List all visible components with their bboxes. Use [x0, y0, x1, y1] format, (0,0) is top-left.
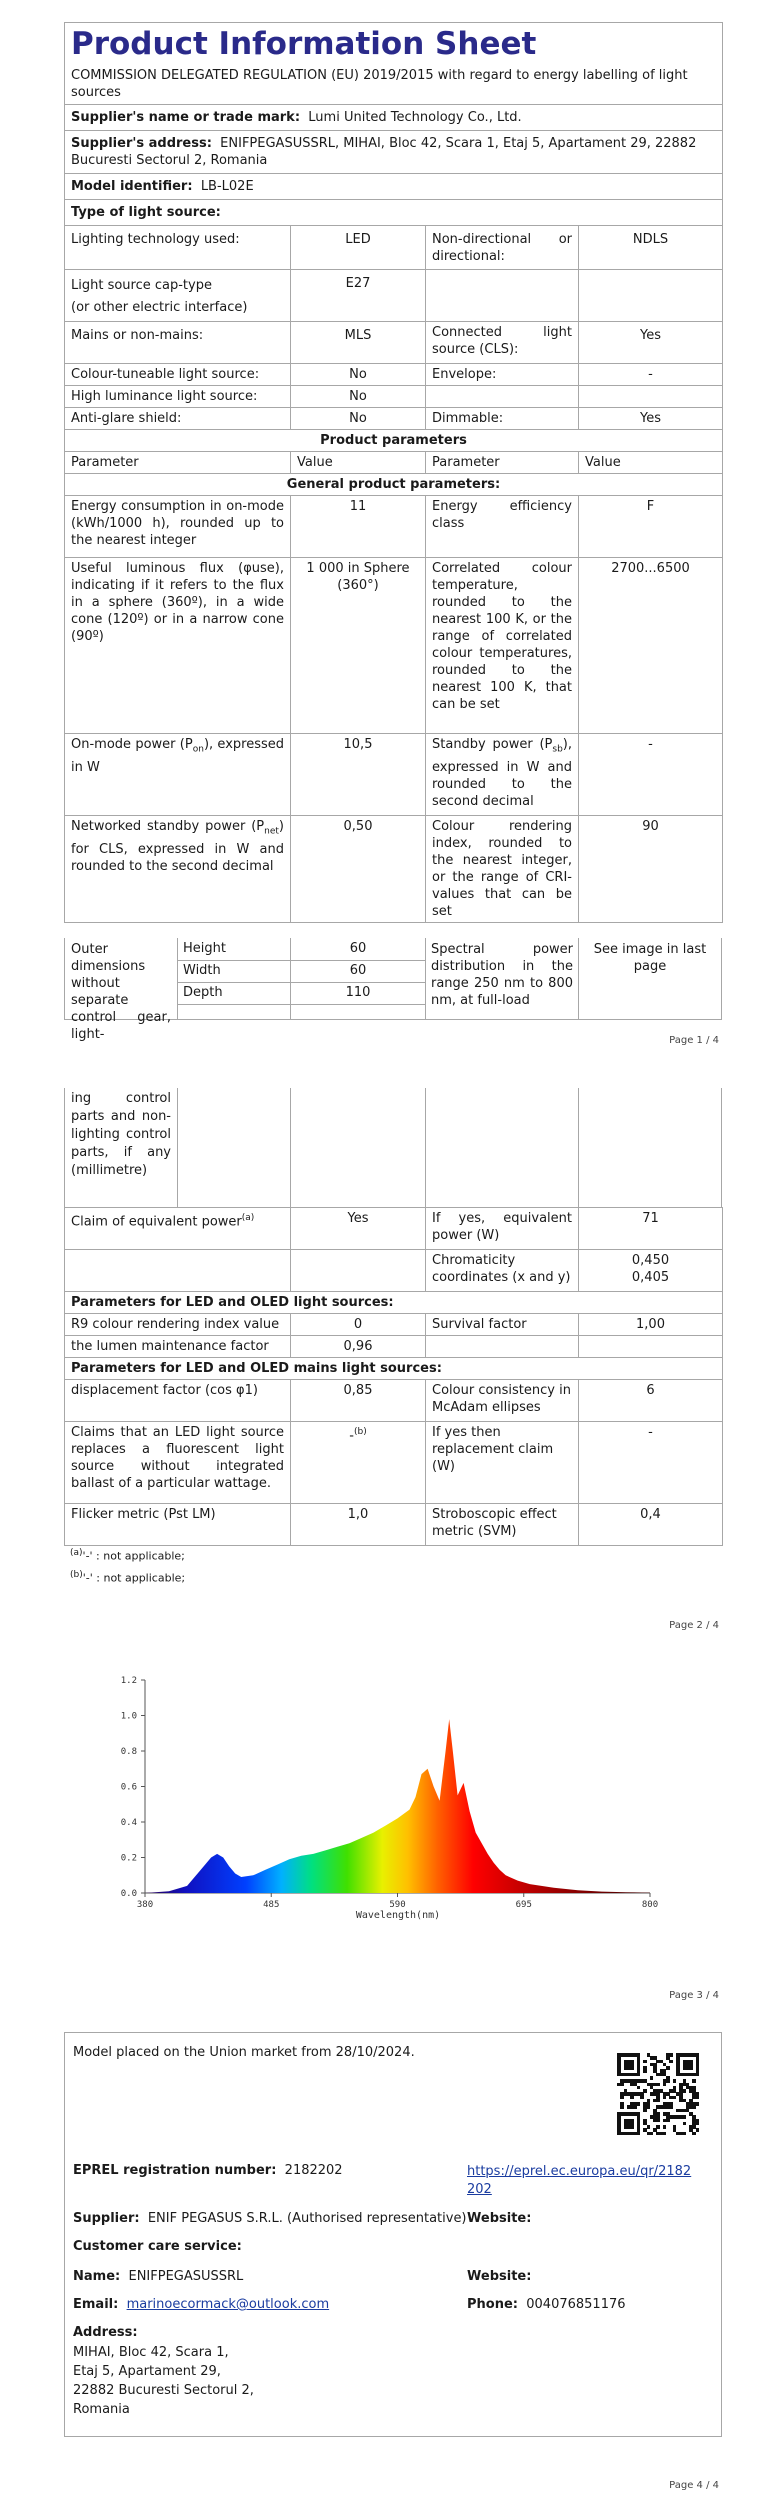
height-label: Height — [183, 941, 226, 956]
page-4 — [0, 2010, 783, 2510]
lighting-tech-value: LED — [291, 226, 426, 270]
qr-module — [656, 2119, 660, 2123]
cls-value: Yes — [579, 322, 723, 364]
website-label: Website: — [467, 2211, 532, 2226]
width-value: 60 — [349, 963, 367, 978]
colour-consistency-value: 6 — [579, 1380, 723, 1422]
equivalent-power-label: Claim of equivalent power$^{(a)}$ — [65, 1208, 291, 1250]
qr-module — [696, 2128, 700, 2132]
qr-module — [669, 2060, 673, 2064]
energy-consumption-value: 11 — [291, 496, 426, 558]
x-axis-label: Wavelength(nm) — [355, 1910, 441, 1921]
y-tick-label: 0.6 — [120, 1782, 137, 1793]
qr-module — [643, 2089, 647, 2093]
website-2-label: Website: — [467, 2269, 532, 2284]
envelope-label: Envelope: — [426, 364, 579, 386]
cri-value: 90 — [579, 816, 723, 923]
dimensions-block-p2 — [64, 1088, 722, 1208]
qr-module — [617, 2112, 621, 2135]
flicker-value: 1,0 — [291, 1504, 426, 1546]
x-tick-label: 590 — [389, 1900, 406, 1910]
survival-label: Survival factor — [426, 1314, 579, 1336]
depth-label: Depth — [183, 985, 223, 1000]
directional-value: NDLS — [579, 226, 723, 270]
qr-module — [630, 2096, 634, 2100]
qr-module — [673, 2096, 677, 2100]
qr-module — [666, 2119, 670, 2123]
chromaticity-y: 0,405 — [631, 1270, 670, 1285]
page-1 — [0, 0, 783, 1060]
qr-module — [633, 2105, 637, 2109]
qr-module — [643, 2060, 647, 2064]
mains-section-heading: Parameters for LED and OLED mains light sources: — [65, 1358, 723, 1380]
qr-module — [620, 2096, 624, 2100]
customer-care-label: Customer care service: — [73, 2239, 242, 2254]
qr-module — [696, 2053, 700, 2076]
cct-label: Correlated colour temperature, rounded to the nearest 100 K, or the range of correlated colour temperatures, rounded to the nearest 100 K, that can be set — [426, 558, 579, 734]
displacement-label: displacement factor (cos φ1) — [65, 1380, 291, 1422]
footnote-a: $^{(a)}$'-' : not applicable; — [70, 1548, 185, 1563]
x-tick-label: 800 — [641, 1900, 659, 1910]
lumen-maintenance-label: the lumen maintenance factor — [65, 1336, 291, 1358]
eprel-box — [64, 2032, 722, 2437]
col-value-2: Value — [579, 452, 723, 474]
regulation-text: COMMISSION DELEGATED REGULATION (EU) 2019/2015 with regard to energy labelling of light sources — [71, 68, 688, 100]
model-identifier-value: LB-L02E — [200, 179, 254, 194]
light-source-section: Type of light source: — [65, 200, 723, 226]
y-tick-label: 1.0 — [120, 1711, 137, 1722]
flicker-label: Flicker metric (Pst LM) — [65, 1504, 291, 1546]
efficiency-class-value: F — [579, 496, 723, 558]
qr-code-icon[interactable] — [617, 2053, 699, 2135]
y-tick-label: 0.8 — [120, 1747, 137, 1757]
y-tick-label: 0.4 — [120, 1818, 137, 1828]
equivalent-watts-label: If yes, equivalent power (W) — [426, 1208, 579, 1250]
chromaticity-label: Chromaticity coordinates (x and y) — [426, 1250, 579, 1292]
height-value: 60 — [349, 941, 367, 956]
supplier-value: ENIF PEGASUS S.R.L. (Authorised representative) — [147, 2211, 467, 2226]
led-section-heading: Parameters for LED and OLED light sources: — [65, 1292, 723, 1314]
col-parameter-1: Parameter — [65, 452, 291, 474]
dimmable-value: Yes — [579, 408, 723, 430]
qr-module — [666, 2066, 670, 2070]
qr-module — [650, 2132, 654, 2136]
replacement-claim-value: - — [579, 1422, 723, 1504]
qr-module — [696, 2102, 700, 2106]
page-number-2: Page 2 / 4 — [669, 1620, 719, 1631]
energy-consumption-label: Energy consumption in on-mode (kWh/1000 h), rounded up to the nearest integer — [65, 496, 291, 558]
chart-marks — [145, 1719, 650, 1893]
tuneable-label: Colour-tuneable light source: — [65, 364, 291, 386]
qr-module — [637, 2086, 641, 2090]
stroboscopic-value: 0,4 — [579, 1504, 723, 1546]
care-name-label: Name: — [73, 2269, 121, 2284]
colour-consistency-label: Colour consistency in McAdam ellipses — [426, 1380, 579, 1422]
luminous-flux-value: 1 000 in Sphere (360°) — [291, 558, 426, 734]
qr-module — [669, 2053, 673, 2057]
qr-module — [637, 2053, 641, 2076]
page-number-1: Page 1 / 4 — [669, 1035, 719, 1046]
replacement-claim-label: If yes then replacement claim (W) — [426, 1422, 579, 1504]
qr-module — [650, 2076, 654, 2080]
qr-module — [640, 2096, 644, 2100]
eprel-reg-value: 2182202 — [284, 2163, 343, 2178]
supplier-address-value: ENIFPEGASUSSRL, MIHAI, Bloc 42, Scara 1, Etaj 5, Apartament 29, 22882 Bucuresti Sectorul 2, Romania — [71, 136, 697, 168]
dimensions-label-part1: Outer dimensions without separate control gear, light- — [71, 942, 171, 1042]
qr-module — [663, 2125, 667, 2129]
footnote-b: $^{(b)}$'-' : not applicable; — [70, 1570, 186, 1585]
qr-module — [617, 2053, 621, 2076]
qr-module — [663, 2132, 667, 2136]
antiglare-value: No — [291, 408, 426, 430]
email-link[interactable]: marinoecormack@outlook.com — [126, 2297, 330, 2312]
fluorescent-claims-label: Claims that an LED light source replaces a fluorescent light source without integrated ballast of a particular wattage. — [65, 1422, 291, 1504]
y-tick-label: 0.0 — [120, 1889, 137, 1899]
directional-label: Non-directional or directional: — [426, 226, 579, 270]
qr-module — [696, 2122, 700, 2126]
cap-type-label-2: (or other electric interface) — [71, 300, 248, 315]
product-parameters-heading: Product parameters — [65, 430, 723, 452]
qr-module — [666, 2079, 670, 2083]
qr-module — [669, 2105, 673, 2109]
qr-module — [692, 2132, 696, 2136]
qr-module — [663, 2096, 667, 2100]
qr-module — [683, 2132, 687, 2136]
x-tick-label: 485 — [263, 1900, 280, 1910]
qr-module — [692, 2079, 696, 2083]
dimmable-label: Dimmable: — [426, 408, 579, 430]
address-block: MIHAI, Bloc 42, Scara 1, Etaj 5, Apartament 29, 22882 Bucuresti Sectorul 2, Romania — [73, 2345, 254, 2417]
col-parameter-2: Parameter — [426, 452, 579, 474]
equivalent-watts-value: 71 — [579, 1208, 723, 1250]
care-name-value: ENIFPEGASUSSRL — [128, 2269, 244, 2284]
qr-module — [647, 2125, 651, 2129]
mains-label: Mains or non-mains: — [65, 322, 291, 364]
qr-module — [624, 2119, 634, 2129]
qr-module — [656, 2125, 660, 2129]
page-number-3: Page 3 / 4 — [669, 1990, 719, 2001]
lighting-tech-label: Lighting technology used: — [65, 226, 291, 270]
efficiency-class-label: Energy efficiency class — [426, 496, 579, 558]
on-mode-power-value: 10,5 — [291, 734, 426, 816]
qr-module — [683, 2122, 687, 2126]
cct-value: 2700...6500 — [579, 558, 723, 734]
qr-module — [683, 2115, 687, 2119]
header-table — [64, 22, 723, 923]
qr-module — [637, 2102, 641, 2106]
dimensions-label-part2: ing control parts and non-lighting control parts, if any (millimetre) — [71, 1091, 171, 1178]
cap-type-value: E27 — [291, 270, 426, 322]
qr-module — [683, 2060, 693, 2070]
lumen-maintenance-value: 0,96 — [291, 1336, 426, 1358]
col-value-1: Value — [291, 452, 426, 474]
cri-label: Colour rendering index, rounded to the nearest integer, or the range of CRI-values that can be set — [426, 816, 579, 923]
standby-power-label: Standby power $(P_{sb})$, expressed in W and rounded to the second decimal — [426, 734, 579, 816]
networked-standby-value: 0,50 — [291, 816, 426, 923]
page-2 — [0, 1060, 783, 1660]
qr-module — [692, 2105, 696, 2109]
tuneable-value: No — [291, 364, 426, 386]
width-label: Width — [183, 963, 221, 978]
y-tick-label: 1.2 — [120, 1676, 137, 1686]
cap-type-label: Light source cap-type — [71, 278, 212, 293]
standby-power-value: - — [579, 734, 723, 816]
qr-module — [643, 2069, 647, 2073]
antiglare-label: Anti-glare shield: — [65, 408, 291, 430]
page-3 — [0, 1660, 783, 2010]
qr-module — [647, 2105, 651, 2109]
mains-value: MLS — [291, 322, 426, 364]
phone-value: 004076851176 — [526, 2297, 626, 2312]
x-tick-label: 695 — [515, 1900, 532, 1910]
qr-module — [673, 2079, 677, 2083]
qr-module — [656, 2083, 660, 2087]
qr-module — [620, 2105, 624, 2109]
parameters-table-p2 — [64, 1207, 723, 1546]
survival-value: 1,00 — [579, 1314, 723, 1336]
chromaticity-x: 0,450 — [631, 1253, 670, 1268]
spd-value: See image in last page — [593, 942, 707, 974]
high-luminance-value: No — [291, 386, 426, 408]
r9-value: 0 — [291, 1314, 426, 1336]
luminous-flux-label: Useful luminous flux (φuse), indicating if it refers to the flux in a sphere (360º), in a wide cone (120º) or in a narrow cone (90º) — [65, 558, 291, 734]
general-parameters-heading: General product parameters: — [65, 474, 723, 496]
qr-module — [656, 2099, 660, 2103]
qr-module — [663, 2083, 667, 2087]
phone-label: Phone: — [467, 2297, 518, 2312]
spectral-distribution-chart — [0, 1660, 783, 1990]
supplier-name-label: Supplier's name or trade mark: — [71, 110, 301, 125]
fluorescent-claims-value: -$^{(b)}$ — [291, 1422, 426, 1504]
r9-label: R9 colour rendering index value — [65, 1314, 291, 1336]
depth-value: 110 — [345, 985, 371, 1000]
qr-module — [676, 2053, 680, 2076]
qr-module — [620, 2083, 624, 2087]
model-identifier-label: Model identifier: — [71, 179, 193, 194]
supplier-name-value: Lumi United Technology Co., Ltd. — [308, 110, 522, 125]
eprel-reg-label: EPREL registration number: — [73, 2163, 277, 2178]
envelope-value: - — [579, 364, 723, 386]
market-date-text: Model placed on the Union market from 28/10/2024. — [73, 2045, 415, 2060]
page-number-4: Page 4 / 4 — [669, 2480, 719, 2491]
on-mode-power-label: On-mode power $(P_{on})$, expressed in W — [65, 734, 291, 816]
qr-module — [624, 2060, 634, 2070]
email-label: Email: — [73, 2297, 119, 2312]
displacement-value: 0,85 — [291, 1380, 426, 1422]
address-label: Address: — [73, 2325, 138, 2340]
supplier-address-label: Supplier's address: — [71, 136, 212, 151]
spectrum-area — [145, 1719, 650, 1893]
spd-label: Spectral power distribution in the range 250 nm to 800 nm, at full-load — [431, 942, 573, 1008]
qr-module — [696, 2096, 700, 2100]
cls-label: Connected light source (CLS): — [426, 322, 579, 364]
y-tick-label: 0.2 — [120, 1853, 137, 1864]
networked-standby-label: Networked standby power $(P_{net})$ for CLS, expressed in W and rounded to the second decimal — [65, 816, 291, 923]
qr-module — [643, 2109, 647, 2113]
x-tick-label: 380 — [136, 1900, 154, 1910]
stroboscopic-label: Stroboscopic effect metric (SVM) — [426, 1504, 579, 1546]
page-title: Product Information Sheet — [71, 26, 537, 62]
high-luminance-label: High luminance light source: — [65, 386, 291, 408]
qr-module — [683, 2089, 687, 2093]
supplier-label: Supplier: — [73, 2211, 140, 2226]
eprel-url-link[interactable]: https://eprel.ec.europa.eu/qr/2182202 — [467, 2164, 692, 2197]
qr-module — [637, 2112, 641, 2135]
equivalent-power-value: Yes — [291, 1208, 426, 1250]
